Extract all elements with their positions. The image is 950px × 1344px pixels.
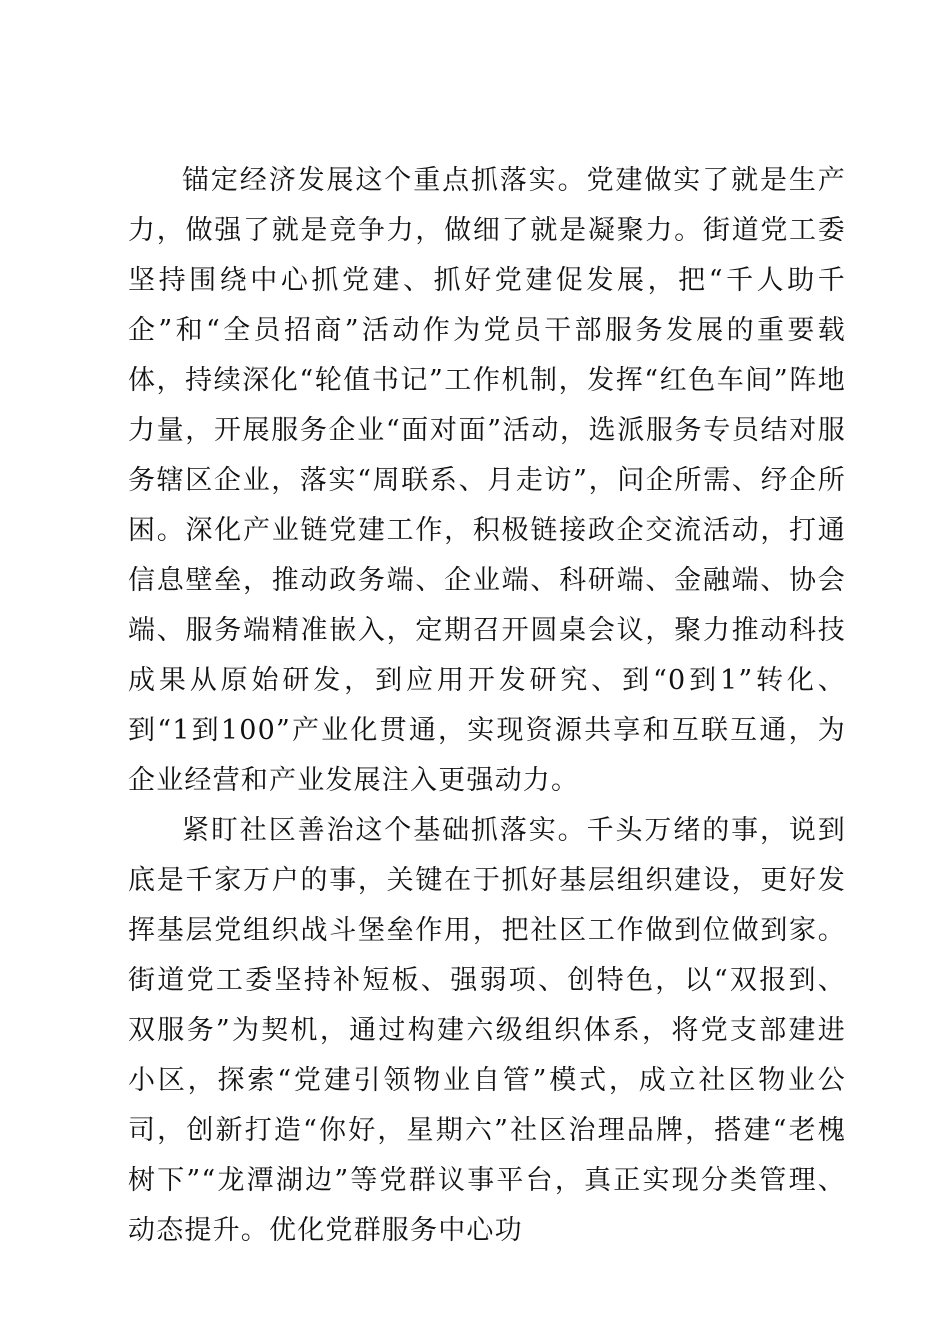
paragraph-body-text: 千头万绪的事，说到底是千家万户的事，关键在于抓好基层组织建设，更好发挥基层党组织战斗堡垒作用，把社区工作做到位做到家。街道党工委坚持补短板、强弱项、创特色，以“双报到、双服务”为契机，通过构建六级组织体系，将党支部建进小区，探索“党建引领物业自管”模式，成立社区物业公司，创新打造“你好，星期六”社区治理品牌，搭建“老槐树下”“龙潭湖边”等党群议事平台，真正实现分类管理、动态提升。优化党群服务中心功 [128,815,846,1246]
document-body [128,156,846,1256]
paragraph-community-governance [128,806,846,1256]
paragraph-lead-heading: 锚定经济发展这个重点抓落实。 [182,165,587,196]
paragraph-lead-heading: 紧盯社区善治这个基础抓落实。 [182,815,587,846]
paragraph-body-text: 党建做实了就是生产力，做强了就是竞争力，做细了就是凝聚力。街道党工委坚持围绕中心抓党建、抓好党建促发展，把“千人助千企”和“全员招商”活动作为党员干部服务发展的重要载体，持续深化“轮值书记”工作机制，发挥“红色车间”阵地力量，开展服务企业“面对面”活动，选派服务专员结对服务辖区企业，落实“周联系、月走访”，问企所需、纾企所困。深化产业链党建工作，积极链接政企交流活动，打通信息壁垒，推动政务端、企业端、科研端、金融端、协会端、服务端精准嵌入，定期召开圆桌会议，聚力推动科技成果从原始研发，到应用开发研究、到“0到1”转化、到“1到100”产业化贯通，实现资源共享和互联互通，为企业经营和产业发展注入更强动力。 [128,165,846,796]
paragraph-economic-development [128,156,846,806]
